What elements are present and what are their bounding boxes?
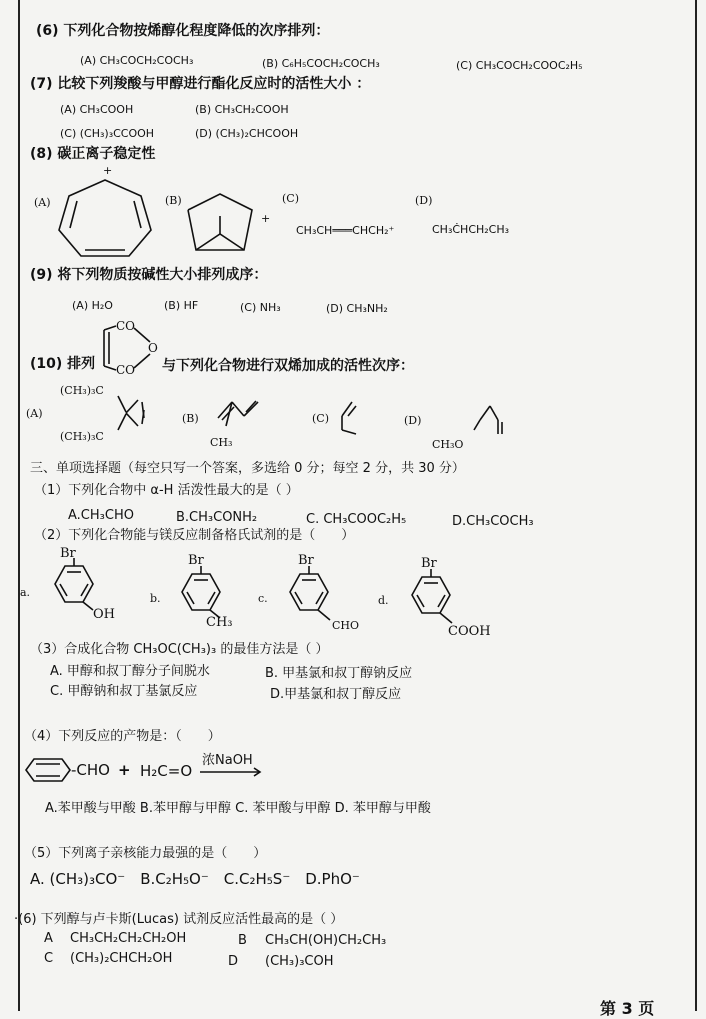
choice-4-formaldehyde: H₂C=O <box>140 762 193 780</box>
question-6-title: (6) 下列化合物按烯醇化程度降低的次序排列： <box>36 23 330 39</box>
choice-2-d-bromo: Br <box>421 556 437 571</box>
choice-5-options: A. (CH₃)₃CO⁻ B.C₂H₅O⁻ C.C₂H₅S⁻ D.PhO⁻ <box>30 870 360 888</box>
choice-6-option-d: (CH₃)₃COH <box>265 954 334 969</box>
reaction-arrow <box>200 768 266 778</box>
question-8-label-c: (C) <box>282 192 299 205</box>
question-8-plus-b: + <box>261 212 271 225</box>
choice-2-c-aldehyde: CHO <box>332 619 360 632</box>
question-10-label-a: (A) <box>26 407 43 420</box>
choice-4-options: A.苯甲酸与甲酸 B.苯甲醇与甲醇 C. 苯甲酸与甲醇 D. 苯甲醇与甲酸 <box>45 801 431 816</box>
choice-6-label-a: A <box>44 931 53 946</box>
choice-6-label-d: D <box>228 954 239 969</box>
question-10-label-b: (B) <box>182 412 199 425</box>
choice-1-option-b: B.CH₃CONH₂ <box>176 510 258 525</box>
benzene-ring-icon <box>18 756 78 786</box>
choice-3-option-d: D.甲基氯和叔丁醇反应 <box>270 687 402 702</box>
choice-1-option-a: A.CH₃CHO <box>68 508 134 523</box>
choice-4-reagent: 浓NaOH <box>202 753 253 768</box>
question-6-option-c: (C) CH₃COCH₂COOC₂H₅ <box>456 59 583 72</box>
anhydride-co-top: CO <box>116 319 136 333</box>
choice-2-label-a: a. <box>20 586 31 599</box>
question-10-tbutyl-bottom: (CH₃)₃C <box>60 430 104 443</box>
question-8-label-a: (A) <box>34 196 51 209</box>
choice-6-label-b: B <box>238 933 247 948</box>
choice-2-label-c: c. <box>258 592 268 605</box>
page-border-left <box>18 0 20 1011</box>
question-10-prefix: (10) 排列 <box>30 356 96 372</box>
question-7-option-a: (A) CH₃COOH <box>60 103 134 116</box>
question-9-option-a: (A) H₂O <box>72 299 113 312</box>
choice-2-a-bromo: Br <box>60 546 76 561</box>
question-10-suffix: 与下列化合物进行双烯加成的活性次序： <box>162 358 414 374</box>
choice-2-label-b: b. <box>150 592 161 605</box>
di-tert-butyl-butadiene-structure <box>110 390 150 440</box>
question-7-option-d: (D) (CH₃)₂CHCOOH <box>195 127 299 140</box>
maleic-anhydride-structure <box>98 318 168 378</box>
question-8-label-d: (D) <box>415 194 433 207</box>
choice-6-option-b: CH₃CH(OH)CH₂CH₃ <box>265 933 387 948</box>
choice-2-c-bromo: Br <box>298 553 314 568</box>
choice-2-label-d: d. <box>378 594 389 607</box>
choice-4-title: （4）下列反应的产物是：（ ） <box>24 729 221 744</box>
cycloheptatrienyl-cation-structure <box>55 172 165 262</box>
question-10-label-c: (C) <box>312 412 329 425</box>
question-7-option-b: (B) CH₃CH₂COOH <box>195 103 289 116</box>
choice-3-option-a: A. 甲醇和叔丁醇分子间脱水 <box>50 664 210 679</box>
page-number: 第 3 页 <box>600 999 655 1018</box>
choice-2-b-bromo: Br <box>188 553 204 568</box>
choice-2-d-carboxyl: COOH <box>448 624 491 639</box>
choice-4-aldehyde: -CHO <box>71 761 110 779</box>
question-10-label-d: (D) <box>404 414 422 427</box>
question-8-label-b: (B) <box>165 194 182 207</box>
question-8-formula-c: CH₃CH═══CHCH₂⁺ <box>296 224 395 237</box>
page-border-right <box>695 0 697 1011</box>
question-9-option-c: (C) NH₃ <box>240 301 281 314</box>
choice-6-label-c: C <box>44 951 54 966</box>
choice-2-title: （2）下列化合物能与镁反应制备格氏试剂的是（ ） <box>34 528 355 543</box>
choice-4-plus: + <box>118 761 131 779</box>
section-3-title: 三、单项选择题（每空只写一个答案，多选给 0 分；每空 2 分，共 30 分） <box>30 461 465 476</box>
bicyclic-cation-structure <box>180 188 270 268</box>
anhydride-co-bottom: CO <box>116 363 136 377</box>
question-7-option-c: (C) (CH₃)₃CCOOH <box>60 127 155 140</box>
question-10-tbutyl-top: (CH₃)₃C <box>60 384 104 397</box>
butadiene-structure <box>338 400 368 436</box>
choice-2-a-hydroxyl: OH <box>93 607 115 622</box>
question-8-plus-a: + <box>103 164 113 177</box>
question-8-formula-d: CH₃ĊHCH₂CH₃ <box>432 223 510 236</box>
choice-1-title: （1）下列化合物中 α-H 活泼性最大的是（ ） <box>34 483 299 498</box>
question-9-option-b: (B) HF <box>164 299 199 312</box>
question-10-methyl: CH₃ <box>210 436 233 449</box>
question-6-option-a: (A) CH₃COCH₂COCH₃ <box>80 54 194 67</box>
question-6-option-b: (B) C₆H₅COCH₂COCH₃ <box>262 57 380 70</box>
choice-3-option-b: B. 甲基氯和叔丁醇钠反应 <box>265 666 413 681</box>
choice-3-option-c: C. 甲醇钠和叔丁基氯反应 <box>50 684 198 699</box>
choice-5-title: （5）下列离子亲核能力最强的是（ ） <box>24 846 267 861</box>
choice-6-option-c: (CH₃)₂CHCH₂OH <box>70 951 173 966</box>
question-9-title: (9) 将下列物质按碱性大小排列成序： <box>30 267 268 283</box>
methoxy-butadiene-structure <box>470 400 510 440</box>
choice-3-title: （3）合成化合物 CH₃OC(CH₃)₃ 的最佳方法是（ ） <box>30 642 329 657</box>
choice-6-option-a: CH₃CH₂CH₂CH₂OH <box>70 931 187 946</box>
choice-2-b-methyl: CH₃ <box>206 615 233 630</box>
choice-1-option-c: C. CH₃COOC₂H₅ <box>306 512 407 527</box>
question-8-title: (8) 碳正离子稳定性 <box>30 146 156 162</box>
question-7-title: (7) 比较下列羧酸与甲醇进行酯化反应时的活性大小 ： <box>30 76 371 92</box>
question-9-option-d: (D) CH₃NH₂ <box>326 302 388 315</box>
question-10-methoxy: CH₃O <box>432 438 464 451</box>
choice-6-title: ·(6) 下列醇与卢卡斯(Lucas) 试剂反应活性最高的是（ ） <box>14 912 344 927</box>
anhydride-ring-oxygen: O <box>148 341 158 355</box>
choice-1-option-d: D.CH₃COCH₃ <box>452 514 534 529</box>
methyl-butadiene-structure <box>214 396 264 436</box>
